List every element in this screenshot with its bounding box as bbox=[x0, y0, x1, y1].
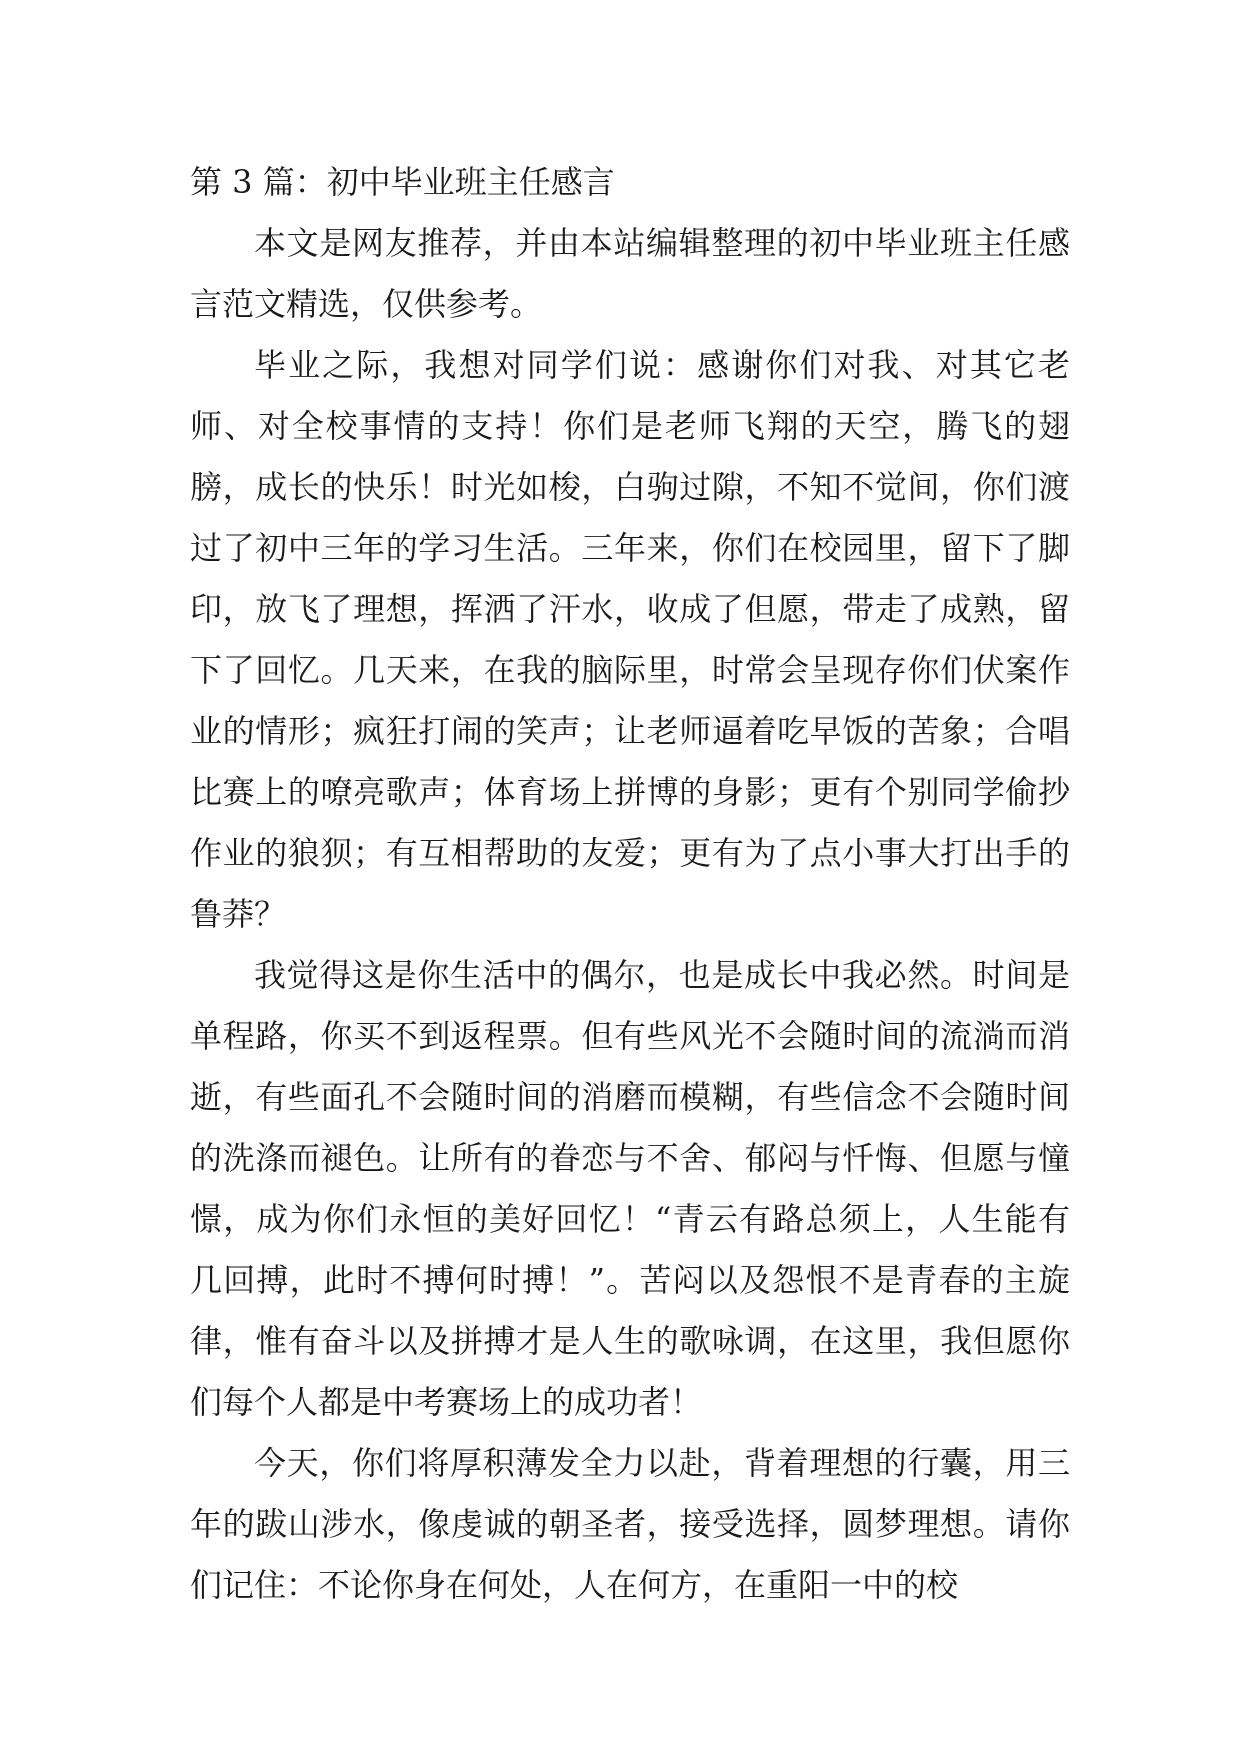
body-paragraph-3: 今天，你们将厚积薄发全力以赴，背着理想的行囊，用三年的跋山涉水，像虔诚的朝圣者，接受选择，圆梦理想。请你们记住：不论你身在何处，人在何方，在重阳一中的校 bbox=[190, 1444, 1070, 1604]
article-heading: 第 3 篇：初中毕业班主任感言 bbox=[190, 163, 615, 201]
body-paragraph-2: 我觉得这是你生活中的偶尔，也是成长中我必然。时间是单程路，你买不到返程票。但有些风光不会随时间的流淌而消逝，有些面孔不会随时间的消磨而模糊，有些信念不会随时间的洗涤而褪色。让所有的眷恋与不舍、郁闷与忏悔、但愿与憧憬，成为你们永恒的美好回忆！“青云有路总须上，人生能有几回搏，此时不搏何时搏！”。苦闷以及怨恨不是青春的主旋律，惟有奋斗以及拼搏才是人生的歌咏调，在这里，我但愿你们每个人都是中考赛场上的成功者！ bbox=[190, 956, 1070, 1421]
intro-paragraph: 本文是网友推荐，并由本站编辑整理的初中毕业班主任感言范文精选，仅供参考。 bbox=[190, 224, 1070, 323]
document-body bbox=[190, 152, 1070, 1616]
body-paragraph-1: 毕业之际，我想对同学们说：感谢你们对我、对其它老师、对全校事情的支持！你们是老师飞翔的天空，腾飞的翅膀，成长的快乐！时光如梭，白驹过隙，不知不觉间，你们渡过了初中三年的学习生活。三年来，你们在校园里，留下了脚印，放飞了理想，挥洒了汗水，收成了但愿，带走了成熟，留下了回忆。几天来，在我的脑际里，时常会呈现存你们伏案作业的情形；疯狂打闹的笑声；让老师逼着吃早饭的苦象；合唱比赛上的嘹亮歌声；体育场上拼博的身影；更有个别同学偷抄作业的狼狈；有互相帮助的友爱；更有为了点小事大打出手的鲁莽？ bbox=[190, 346, 1070, 933]
